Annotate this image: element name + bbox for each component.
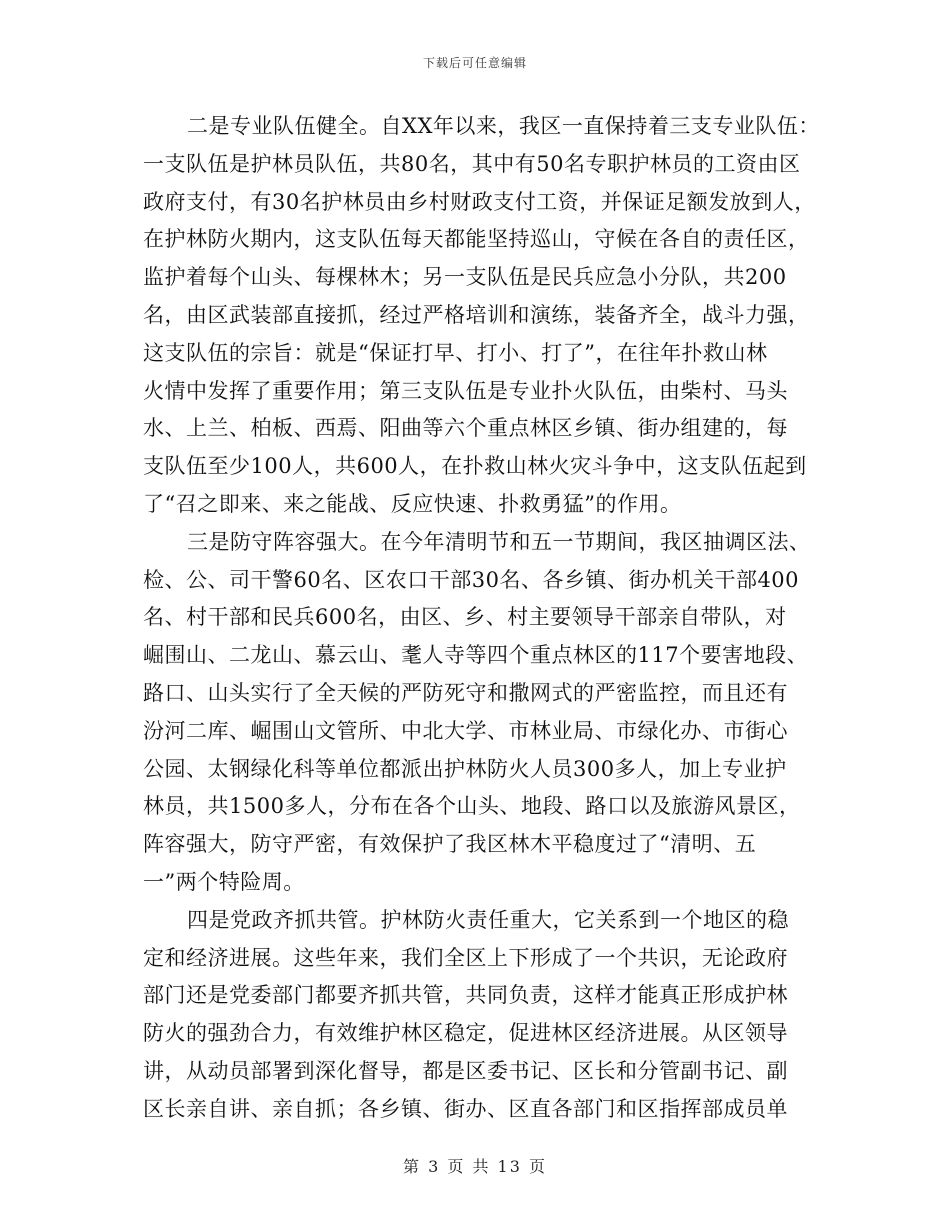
paragraph-line: 了“召之即来、来之能战、反应快速、扑救勇猛”的作用。 bbox=[143, 491, 682, 516]
paragraph-line: 一支队伍是护林员队伍，共80名，其中有50名专职护林员的工资由区 bbox=[143, 151, 801, 176]
paragraph-line: 二是专业队伍健全。自XX年以来，我区一直保持着三支专业队伍： bbox=[187, 114, 820, 138]
paragraph-line: 防火的强劲合力，有效维护林区稳定，促进林区经济进展。从区领导 bbox=[143, 1021, 788, 1046]
paragraph-line: 阵容强大，防守严密，有效保护了我区林木平稳度过了“清明、五 bbox=[143, 832, 757, 857]
paragraph-line: 检、公、司干警60名、区农口干部30名、各乡镇、街办机关干部400 bbox=[143, 567, 800, 592]
paragraph-line: 崛围山、二龙山、慕云山、耄人寺等四个重点林区的117个要害地段、 bbox=[143, 643, 809, 668]
document-body bbox=[143, 108, 820, 1129]
paragraph-line: 定和经济进展。这些年来，我们全区上下形成了一个共识，无论政府 bbox=[143, 945, 788, 970]
paragraph-line: 一”两个特险周。 bbox=[143, 869, 305, 894]
page-number-footer: 第 3 页 共 13 页 bbox=[403, 1157, 547, 1176]
paragraph-line: 火情中发挥了重要作用；第三支队伍是专业扑火队伍，由柴村、马头 bbox=[143, 378, 788, 403]
paragraph-line: 这支队伍的宗旨：就是“保证打早、打小、打了”，在往年扑救山林 bbox=[143, 340, 768, 365]
paragraph-line: 名，由区武装部直接抓，经过严格培训和演练，装备齐全，战斗力强， bbox=[143, 302, 810, 327]
paragraph-line: 三是防守阵容强大。在今年清明节和五一节期间，我区抽调区法、 bbox=[187, 529, 811, 554]
paragraph-line: 名、村干部和民兵600名，由区、乡、村主要领导干部亲自带队，对 bbox=[143, 605, 787, 630]
paragraph-line: 汾河二库、崛围山文管所、中北大学、市林业局、市绿化办、市街心 bbox=[143, 718, 788, 743]
paragraph-line: 支队伍至少100人，共600人，在扑救山林火灾斗争中，这支队伍起到 bbox=[143, 454, 807, 479]
paragraph-line: 讲，从动员部署到深化督导，都是区委书记、区长和分管副书记、副 bbox=[143, 1058, 788, 1083]
paragraph-line: 政府支付，有30名护林员由乡村财政支付工资，并保证足额发放到人， bbox=[143, 189, 816, 214]
paragraph-line: 路口、山头实行了全天候的严防死守和撒网式的严密监控，而且还有 bbox=[143, 680, 788, 705]
paragraph-line: 公园、太钢绿化科等单位都派出护林防火人员300多人，加上专业护 bbox=[143, 756, 787, 781]
paragraph-line: 区长亲自讲、亲自抓；各乡镇、街办、区直各部门和区指挥部成员单 bbox=[143, 1096, 788, 1121]
paragraph-line: 林员，共1500多人，分布在各个山头、地段、路口以及旅游风景区， bbox=[143, 794, 801, 819]
paragraph-line: 部门还是党委部门都要齐抓共管，共同负责，这样才能真正形成护林 bbox=[143, 983, 788, 1008]
paragraph-line: 四是党政齐抓共管。护林防火责任重大，它关系到一个地区的稳 bbox=[187, 907, 789, 932]
paragraph-line: 监护着每个山头、每棵林木；另一支队伍是民兵应急小分队，共200 bbox=[143, 265, 787, 290]
page-header-note: 下载后可任意编辑 bbox=[422, 56, 527, 70]
paragraph-line: 在护林防火期内，这支队伍每天都能坚持巡山，守候在各自的责任区， bbox=[143, 227, 810, 252]
paragraph-line: 水、上兰、柏板、西焉、阳曲等六个重点林区乡镇、街办组建的，每 bbox=[143, 416, 788, 441]
